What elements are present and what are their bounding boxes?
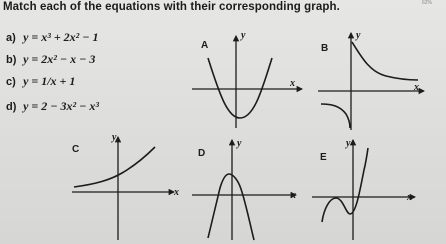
curve-a (208, 58, 272, 118)
curve-c (74, 147, 155, 187)
y-axis-label: y (346, 138, 351, 149)
corner-mark: 62% (421, 0, 432, 6)
y-axis-label: y (241, 30, 246, 41)
equation-text: y = 1/x + 1 (23, 74, 76, 88)
graph-d (192, 138, 296, 240)
equation-label: c) (6, 76, 16, 88)
curve-e (322, 148, 368, 222)
x-axis-label: x (290, 78, 295, 89)
curve-d (208, 174, 254, 240)
curve-b-left (321, 104, 350, 128)
graph-b (318, 30, 424, 130)
equation-label: b) (6, 54, 17, 66)
graph-c (72, 132, 179, 240)
x-axis-label: x (407, 192, 412, 203)
equation-text: y = 2x² − x − 3 (23, 52, 96, 66)
equation-label: a) (6, 32, 16, 44)
equation-text: y = 2 − 3x² − x³ (23, 99, 99, 113)
x-axis-label: x (174, 187, 179, 198)
graph-label-e: E (320, 152, 327, 163)
graph-label-d: D (198, 148, 206, 159)
equation-text: y = x³ + 2x² − 1 (23, 30, 99, 44)
graph-label-c: C (72, 144, 80, 155)
x-axis-label: x (291, 190, 296, 201)
y-axis-label: y (112, 132, 117, 143)
instruction-text: Match each of the equations with their corresponding graph. (3, 1, 340, 13)
graph-a (192, 30, 302, 128)
x-axis-label: x (414, 82, 419, 93)
curve-b-right (352, 42, 418, 80)
y-axis-label: y (237, 138, 242, 149)
equation-label: d) (6, 101, 17, 113)
graph-label-a: A (201, 40, 209, 51)
graph-label-b: B (321, 43, 329, 54)
y-axis-label: y (356, 30, 361, 41)
graph-e (312, 138, 415, 240)
